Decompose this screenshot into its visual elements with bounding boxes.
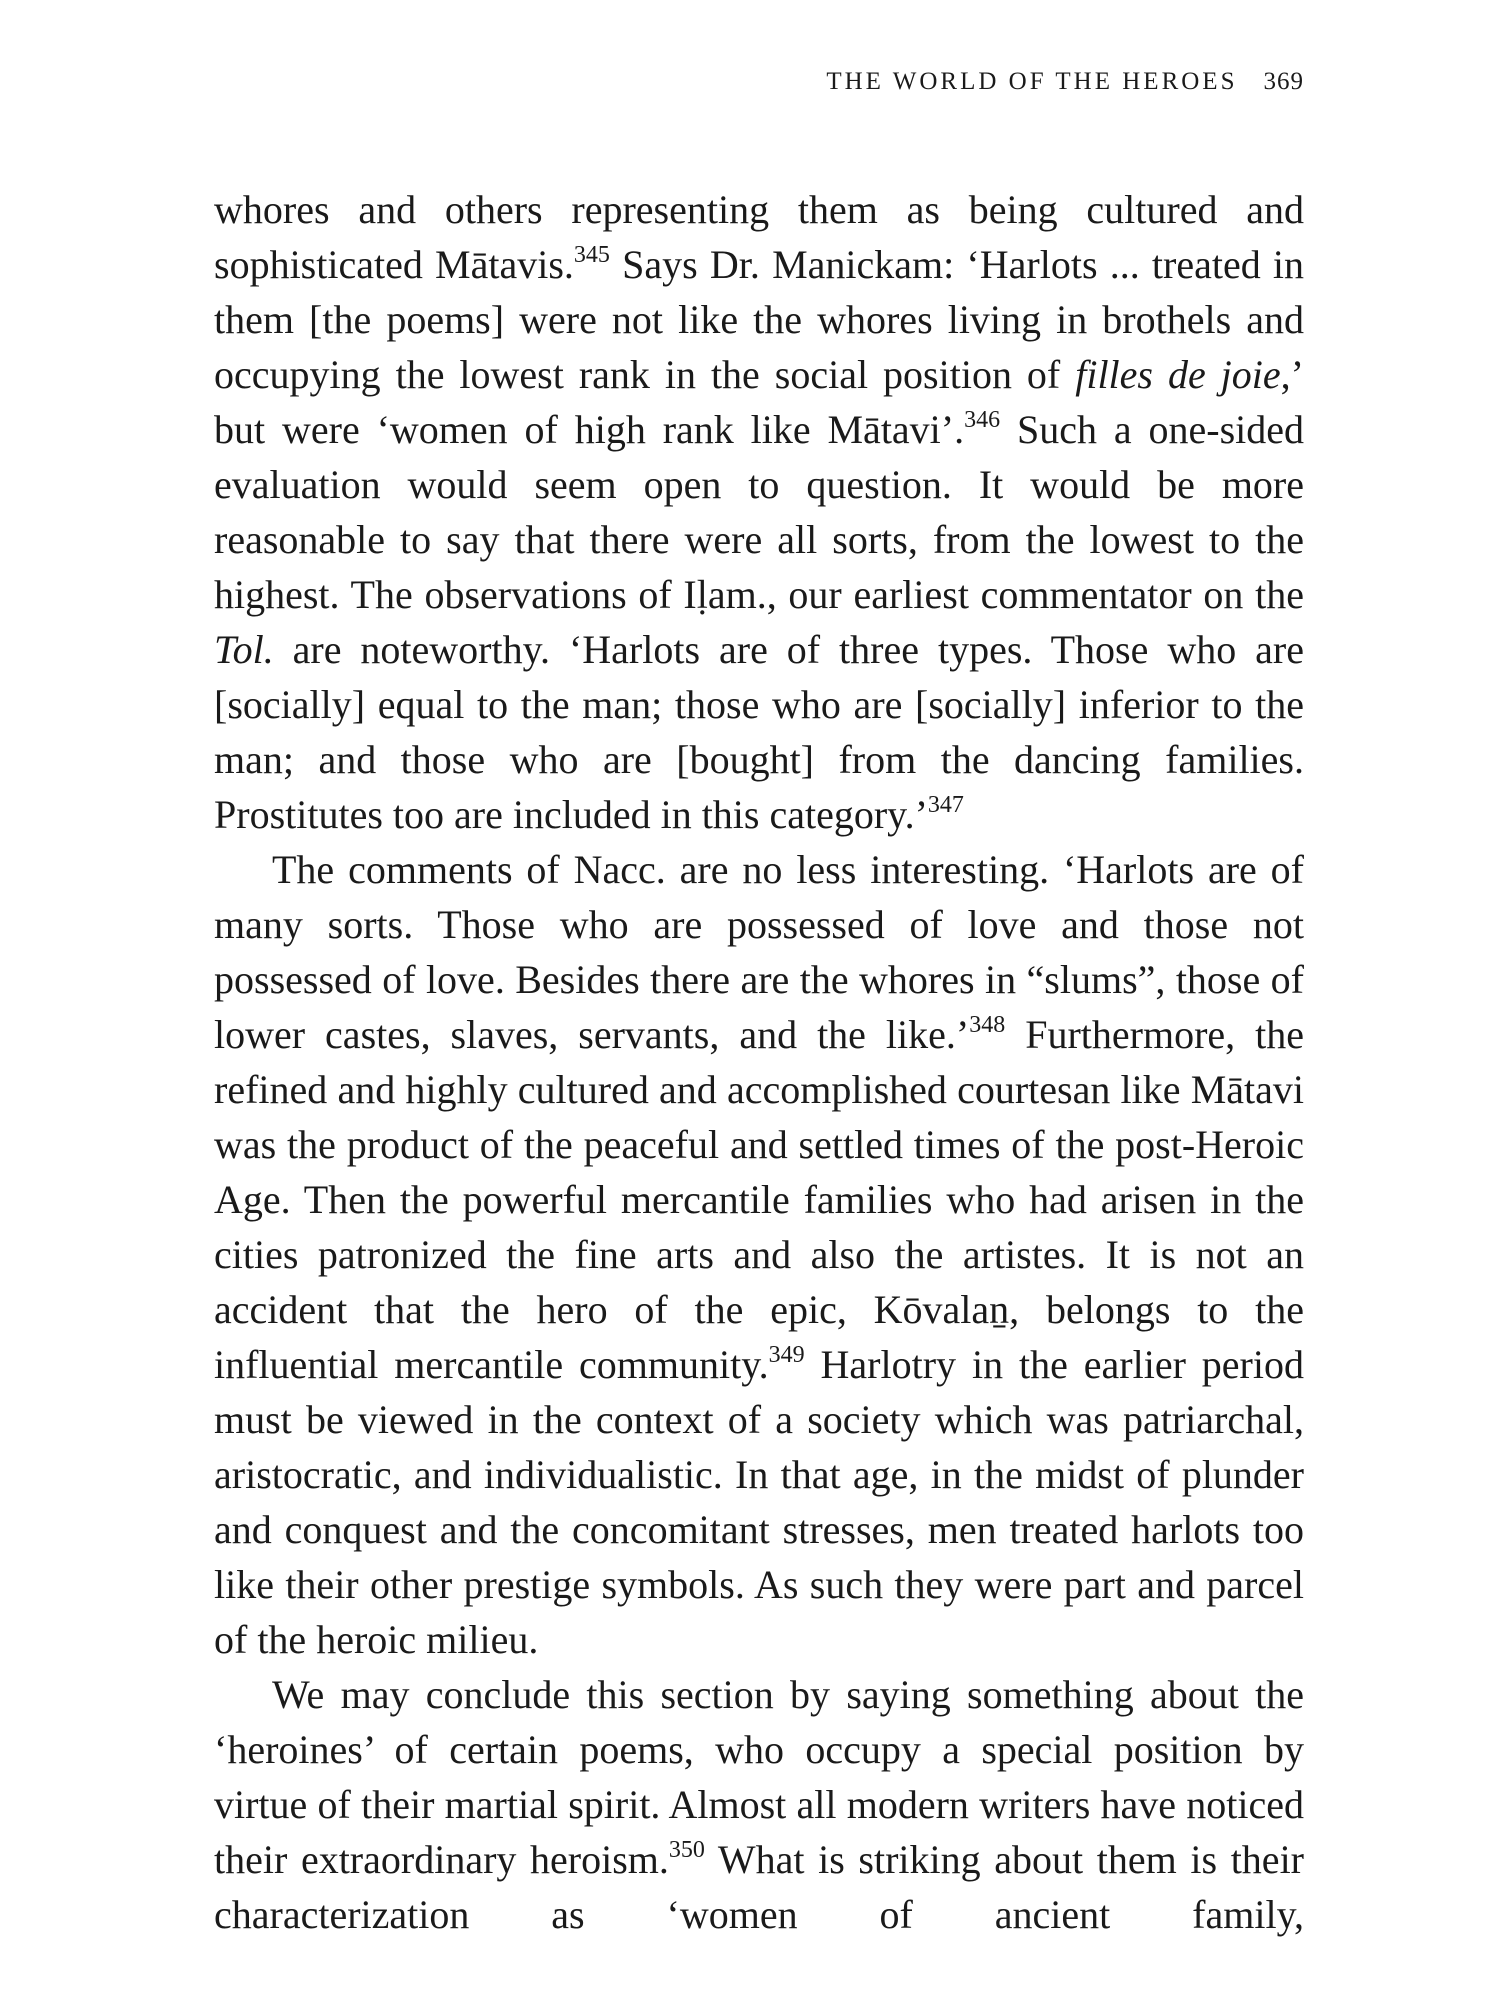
text-run: Such a one-sided evaluation would seem open to question. It would be more reasonable to say that there were all sorts, from the lowest to the highest. The observations of Iḷam., our earliest commentator on the bbox=[214, 407, 1305, 617]
paragraph bbox=[214, 182, 1304, 842]
footnote-ref: 345 bbox=[573, 241, 610, 268]
paragraph bbox=[214, 842, 1304, 1667]
text-run: Harlotry in the earlier period must be viewed in the context of a society which was patriarchal, aristocratic, and individualistic. In that age, in the midst of plunder and conquest and the concomitant stresses, men treated harlots too like their other prestige symbols. As such they were part and parcel of the heroic milieu. bbox=[214, 1342, 1304, 1662]
footnote-ref: 347 bbox=[927, 791, 964, 818]
paragraph bbox=[214, 1667, 1304, 1997]
running-title: THE WORLD OF THE HEROES bbox=[826, 68, 1238, 95]
italic-text: Tol. bbox=[214, 627, 274, 672]
text-run: Says Dr. Manickam: ‘Harlots ... treated in them [the poems] were not like the whores living in brothels and occupying the lowest rank in the social position of bbox=[214, 242, 1305, 397]
text-run: What is striking about them is their characterization as ‘women of ancient family, bbox=[214, 1837, 1304, 1937]
text-run: are noteworthy. ‘Harlots are of three types. Those who are [socially] equal to the man; those who are [socially] inferior to the man; and those who are [bought] from the dancing families. Prostitutes too are included in this category.’ bbox=[214, 627, 1304, 837]
text-run: The comments of Nacc. are no less interesting. ‘Harlots are of many sorts. Those who are possessed of love and those not possessed of love. Besides there are the whores in “slums”, those of lower castes, slaves, servants, and the like.’ bbox=[214, 847, 1304, 1057]
footnote-ref: 349 bbox=[768, 1341, 805, 1368]
text-run: Furthermore, the refined and highly cultured and accomplished courtesan like Mātavi was the product of the peaceful and settled times of the post-Heroic Age. Then the powerful mercantile families who had arisen in the cities patronized the fine arts and also the artistes. It is not an accident that the hero of the epic, Kōvalaṉ, belongs to the influential mercantile community. bbox=[214, 1012, 1304, 1387]
footnote-ref: 350 bbox=[668, 1836, 705, 1863]
text-run: ,’ but were ‘women of high rank like Mātavi’. bbox=[214, 352, 1304, 452]
running-head bbox=[214, 68, 1304, 96]
text-run: We may conclude this section by saying something about the ‘heroines’ of certain poems, who occupy a special position by virtue of their martial spirit. Almost all modern writers have noticed their extraordinary heroism. bbox=[214, 1672, 1304, 1882]
body-text bbox=[214, 182, 1304, 1997]
italic-text: filles de joie bbox=[1075, 352, 1281, 397]
text-run: whores and others representing them as being cultured and sophisticated Mātavis. bbox=[214, 187, 1304, 287]
footnote-ref: 346 bbox=[964, 406, 1001, 433]
footnote-ref: 348 bbox=[969, 1011, 1006, 1038]
page-number: 369 bbox=[1263, 68, 1304, 95]
